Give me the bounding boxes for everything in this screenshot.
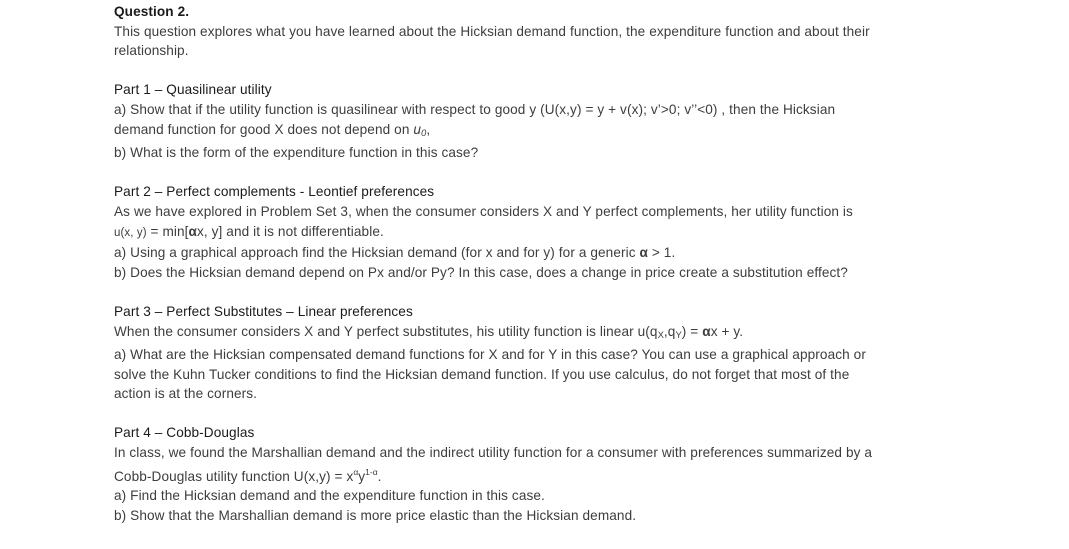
part-2-title: Part 2 – Perfect complements - Leontief preferences [114,184,435,200]
superscript-alpha: α [353,466,359,477]
part-2-a-text: a) Using a graphical approach find the Hicksian demand (for x and for y) for a generic [114,245,640,261]
part-4-line-1: In class, we found the Marshallian demand and the indirect utility function for a consumer with preferences summarized by a [114,445,873,461]
subscript-x: X [657,329,664,341]
spacer [114,282,994,302]
part-3-line-1 [114,322,994,346]
question-intro [114,22,994,61]
part-3-title: Part 3 – Perfect Substitutes – Linear preferences [114,303,413,319]
u-symbol: u [413,121,422,137]
question-title: Question 2. [114,4,190,19]
part-3-eq: ) = [681,323,703,339]
spacer [114,163,994,183]
part-2-line-2-end: x, y] and it is not differentiable. [197,223,384,239]
part-3-a-line-3: action is at the corners. [114,386,258,402]
part-2-line-1: As we have explored in Problem Set 3, when the consumer considers X and Y perfect complements, her utility function is [114,203,853,219]
document-body [114,2,994,525]
part-4-b: b) Show that the Marshallian demand is more price elastic than the Hicksian demand. [114,507,637,523]
part-4-y: y [358,468,366,484]
part-3-line-1-text: When the consumer considers X and Y perfect substitutes, his utility function is linear u(q [114,323,658,339]
part-4-line-2-text: Cobb-Douglas utility function U(x,y) = x [114,468,354,484]
alpha-symbol: α [702,323,711,339]
part-3-a-line-2: solve the Kuhn Tucker conditions to find the Hicksian demand function. If you use calculus, do not forget that most of the [114,366,850,382]
part-2-a-end: > 1. [648,245,676,261]
alpha-symbol: α [188,223,197,239]
superscript-one-minus-alpha: 1-α [365,466,378,477]
part-2-line-2 [114,222,994,244]
part-4-section [114,423,994,525]
part-1-a-line-2 [114,120,994,144]
part-4-title: Part 4 – Cobb-Douglas [114,425,255,441]
part-3-section [114,302,994,404]
subscript-y: Y [675,329,682,341]
part-4-line-2 [114,463,994,487]
part-3-line-1-end: x + y. [710,323,744,339]
utility-notation: u(x, y) [114,226,147,239]
part-1-title: Part 1 – Quasilinear utility [114,82,272,98]
part-4-line-2-end: . [377,468,382,484]
u-subscript: 0 [421,127,427,139]
part-1-a-line-2-end: , [426,121,431,137]
part-2-a [114,243,994,263]
part-2-section [114,182,994,282]
part-3-a-line-1: a) What are the Hicksian compensated demand functions for X and for Y in this case? You can use a graphical approach or [114,347,866,363]
part-1-b: b) What is the form of the expenditure function in this case? [114,145,479,161]
part-1-a-line-2-text: demand function for good X does not depend on [114,121,414,137]
part-1-a-line-1: a) Show that if the utility function is quasilinear with respect to good y (U(x,y) = y + v(x); v’>0; v’’<0) , then the Hicksian [114,101,836,117]
intro-line-1: This question explores what you have learned about the Hicksian demand function, the expenditure function and about their [114,23,870,39]
spacer [114,404,994,424]
alpha-symbol: α [639,245,648,261]
intro-line-2: relationship. [114,43,189,59]
part-4-a: a) Find the Hicksian demand and the expenditure function in this case. [114,488,545,504]
spacer [114,61,994,81]
part-1-section [114,80,994,162]
part-2-line-2-mid: = min[ [146,223,189,239]
part-3-comma: ,q [663,323,676,339]
part-2-b: b) Does the Hicksian demand depend on Px and/or Py? In this case, does a change in price create a substitution effect? [114,264,848,280]
